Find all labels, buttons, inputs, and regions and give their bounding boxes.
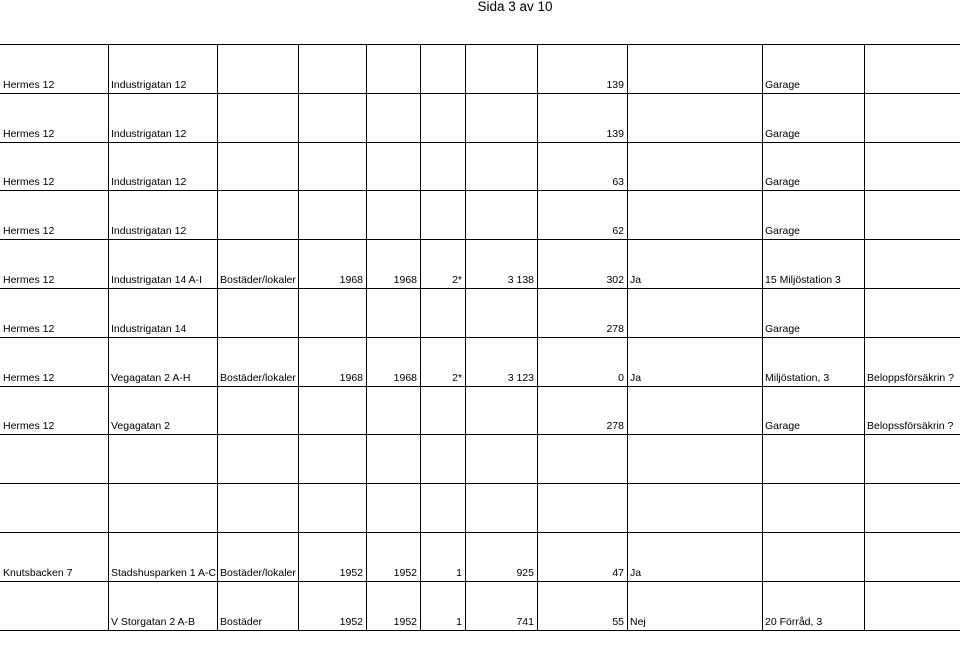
table-cell: 139 bbox=[606, 79, 624, 91]
table-cell: Belopssförsäkrin ? bbox=[867, 420, 954, 432]
table-cell: Garage bbox=[765, 176, 801, 188]
table-cell: Miljöstation, 3 bbox=[765, 372, 830, 384]
table-cell: Industrigatan 14 A-I bbox=[111, 274, 203, 286]
table-cell: Hermes 12 bbox=[3, 323, 55, 335]
table-cell: Garage bbox=[765, 225, 801, 237]
table-cell: Hermes 12 bbox=[3, 225, 55, 237]
table-cell: Hermes 12 bbox=[3, 274, 55, 286]
table-cell: Vegagatan 2 bbox=[111, 420, 170, 432]
table-cell: Nej bbox=[630, 616, 646, 628]
table-cell: Hermes 12 bbox=[3, 420, 55, 432]
table-cell: 1952 bbox=[393, 616, 417, 628]
table-cell: Industrigatan 12 bbox=[111, 79, 187, 91]
table-cell: Bostäder/lokaler bbox=[220, 274, 296, 286]
table-cell: 1 bbox=[456, 567, 462, 579]
table-cell: Hermes 12 bbox=[3, 176, 55, 188]
table-cell: 1 bbox=[456, 616, 462, 628]
table-cell: Industrigatan 12 bbox=[111, 225, 187, 237]
table-cell: 3 123 bbox=[507, 372, 534, 384]
table-cell: Ja bbox=[630, 274, 642, 286]
table-cell: 47 bbox=[612, 567, 624, 579]
table-cell: 2* bbox=[452, 372, 462, 384]
table-cell: 139 bbox=[606, 128, 624, 140]
table-cell: 62 bbox=[612, 225, 624, 237]
table-cell: 925 bbox=[516, 567, 534, 579]
table-cell: 20 Förråd, 3 bbox=[765, 616, 823, 628]
table-cell: Beloppsförsäkrin ? bbox=[867, 372, 954, 384]
table-cell: 278 bbox=[606, 323, 624, 335]
table-cell: 1968 bbox=[339, 372, 363, 384]
table-cell: Hermes 12 bbox=[3, 79, 55, 91]
table-cell: Bostäder bbox=[220, 616, 263, 628]
table-cell: Industrigatan 12 bbox=[111, 176, 187, 188]
table-cell: 63 bbox=[612, 176, 624, 188]
table-cell: 2* bbox=[452, 274, 462, 286]
table-cell: 0 bbox=[618, 372, 624, 384]
table-cell: Industrigatan 12 bbox=[111, 128, 187, 140]
table-cell: 302 bbox=[606, 274, 624, 286]
table-cell: 1968 bbox=[393, 372, 417, 384]
table-cell: Garage bbox=[765, 420, 801, 432]
table-cell: 55 bbox=[612, 616, 624, 628]
table-cell: Knutsbacken 7 bbox=[3, 567, 73, 579]
table-cell: Ja bbox=[630, 372, 642, 384]
table-cell: 1968 bbox=[393, 274, 417, 286]
table-cell: Industrigatan 14 bbox=[111, 323, 187, 335]
table-cell: 278 bbox=[606, 420, 624, 432]
table-cell: 15 Miljöstation 3 bbox=[765, 274, 841, 286]
table-cell: Bostäder/lokaler bbox=[220, 567, 296, 579]
table-cell: Vegagatan 2 A-H bbox=[111, 372, 191, 384]
table-cell: Stadshusparken 1 A-C bbox=[111, 567, 217, 579]
table-cell: Garage bbox=[765, 323, 801, 335]
table-cell: 741 bbox=[516, 616, 534, 628]
table-cell: 1952 bbox=[339, 616, 363, 628]
table-cell: Bostäder/lokaler bbox=[220, 372, 296, 384]
table-cell: 1952 bbox=[339, 567, 363, 579]
table-cell: Garage bbox=[765, 128, 801, 140]
table-cell: Hermes 12 bbox=[3, 128, 55, 140]
page-number-text: Sida 3 av 10 bbox=[477, 0, 553, 14]
table-cell: Garage bbox=[765, 79, 801, 91]
table-cell: Ja bbox=[630, 567, 642, 579]
table-cell: 1952 bbox=[393, 567, 417, 579]
table-cell: 1968 bbox=[339, 274, 363, 286]
table-cell: Hermes 12 bbox=[3, 372, 55, 384]
table-cell: V Storgatan 2 A-B bbox=[111, 616, 196, 628]
table-cell: 3 138 bbox=[507, 274, 534, 286]
